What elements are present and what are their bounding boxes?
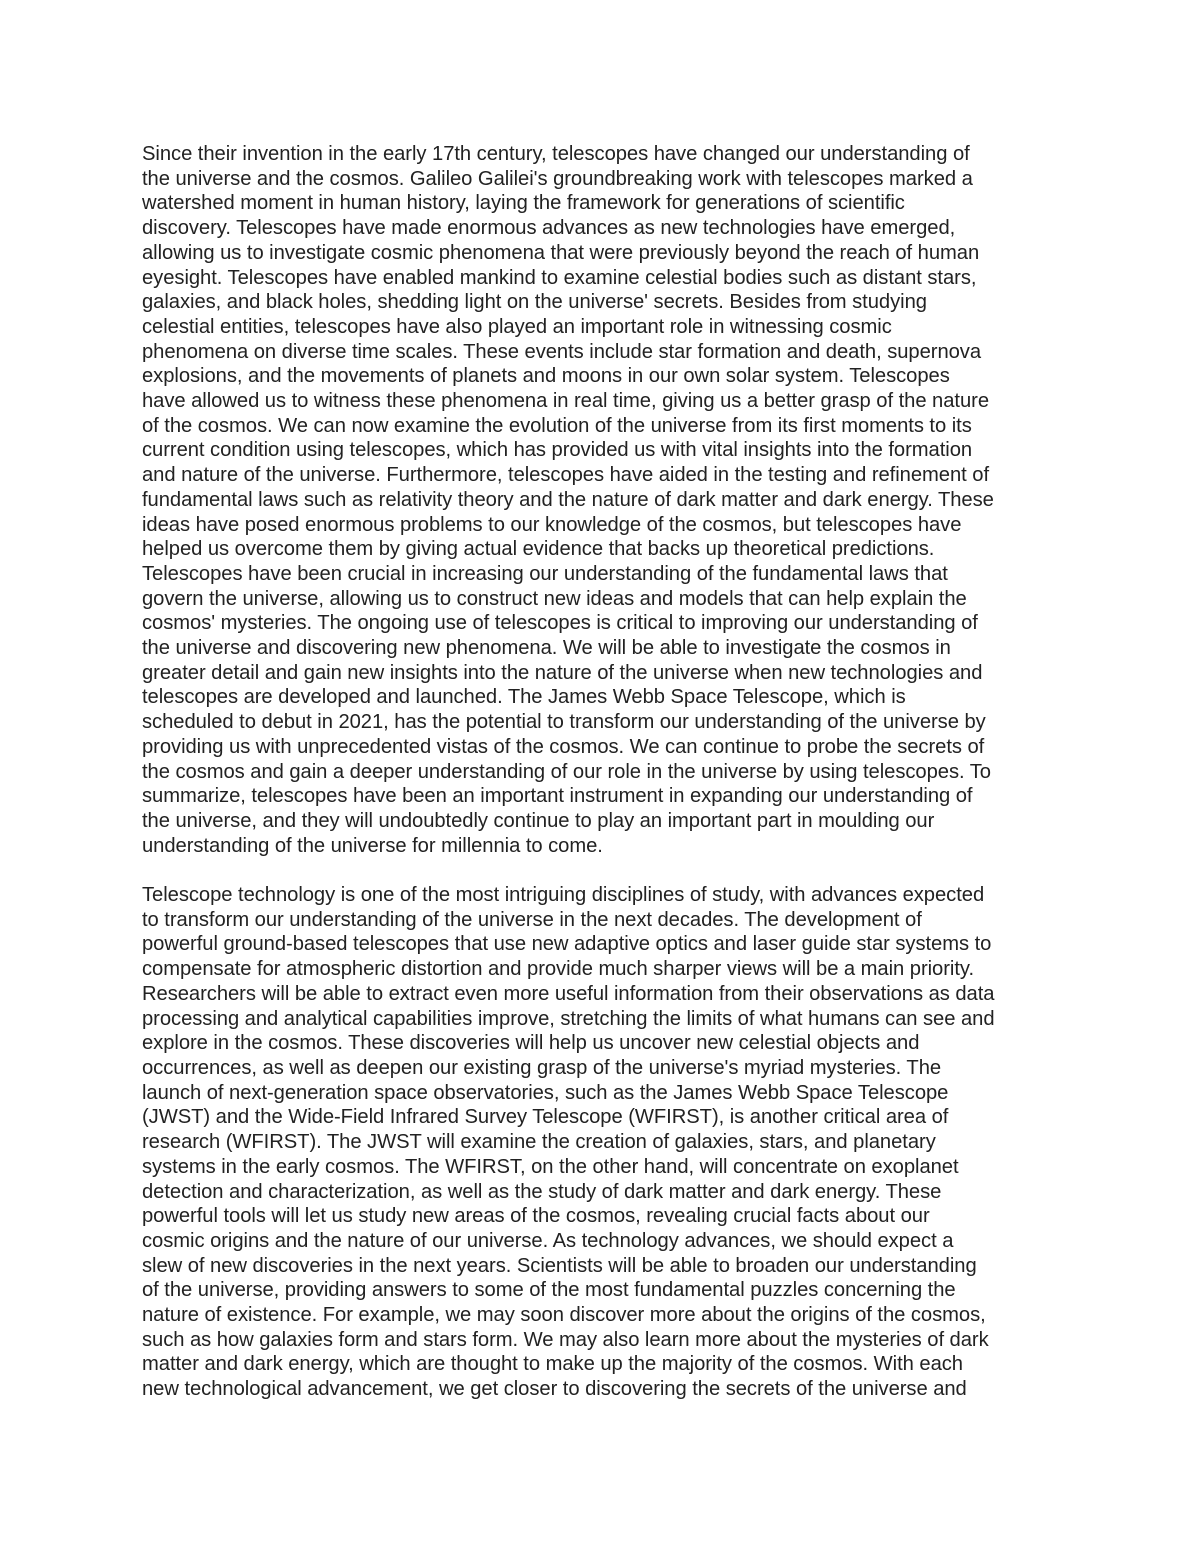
text-line: compensate for atmospheric distortion and provide much sharper views will be a main priority.: [142, 958, 975, 981]
text-line: and nature of the universe. Furthermore, telescopes have aided in the testing and refinement of: [142, 464, 990, 487]
text-line: the universe and discovering new phenomena. We will be able to investigate the cosmos in: [142, 637, 951, 660]
text-line: nature of existence. For example, we may soon discover more about the origins of the cosmos,: [142, 1304, 986, 1327]
text-line: launch of next-generation space observatories, such as the James Webb Space Telescope: [142, 1081, 949, 1104]
document-body: [142, 142, 1064, 1402]
text-line: govern the universe, allowing us to construct new ideas and models that can help explain the: [142, 587, 967, 610]
text-line: discovery. Telescopes have made enormous advances as new technologies have emerged,: [142, 217, 956, 240]
text-line: summarize, telescopes have been an important instrument in expanding our understanding of: [142, 785, 973, 808]
text-line: current condition using telescopes, which has provided us with vital insights into the formation: [142, 439, 973, 462]
text-line: eyesight. Telescopes have enabled mankind to examine celestial bodies such as distant stars,: [142, 266, 977, 289]
paragraph-spacer: [142, 858, 1064, 883]
text-line: the universe and the cosmos. Galileo Galilei's groundbreaking work with telescopes marked a: [142, 167, 973, 190]
text-line: understanding of the universe for millennia to come.: [142, 834, 603, 857]
text-line: celestial entities, telescopes have also played an important role in witnessing cosmic: [142, 315, 892, 338]
text-line: to transform our understanding of the universe in the next decades. The development of: [142, 908, 922, 931]
text-line: galaxies, and black holes, shedding light on the universe' secrets. Besides from studying: [142, 291, 927, 314]
paragraph-1: [142, 142, 1064, 858]
text-line: scheduled to debut in 2021, has the potential to transform our understanding of the universe by: [142, 711, 986, 734]
text-line: ideas have posed enormous problems to our knowledge of the cosmos, but telescopes have: [142, 513, 962, 536]
text-line: such as how galaxies form and stars form. We may also learn more about the mysteries of dark: [142, 1328, 989, 1351]
text-line: greater detail and gain new insights into the nature of the universe when new technologies and: [142, 661, 983, 684]
text-line: cosmos' mysteries. The ongoing use of telescopes is critical to improving our understanding of: [142, 612, 978, 635]
text-line: occurrences, as well as deepen our existing grasp of the universe's myriad mysteries. The: [142, 1057, 942, 1079]
text-line: of the universe, providing answers to some of the most fundamental puzzles concerning the: [142, 1279, 956, 1302]
text-line: Since their invention in the early 17th century, telescopes have changed our understanding of: [142, 143, 970, 165]
text-line: helped us overcome them by giving actual evidence that backs up theoretical predictions.: [142, 538, 935, 561]
text-line: matter and dark energy, which are thought to make up the majority of the cosmos. With each: [142, 1353, 963, 1376]
text-line: cosmic origins and the nature of our universe. As technology advances, we should expect a: [142, 1229, 954, 1252]
text-line: phenomena on diverse time scales. These events include star formation and death, supernova: [142, 340, 982, 363]
text-line: explosions, and the movements of planets and moons in our own solar system. Telescopes: [142, 365, 950, 388]
text-line: providing us with unprecedented vistas of the cosmos. We can continue to probe the secrets of: [142, 735, 985, 758]
text-line: have allowed us to witness these phenomena in real time, giving us a better grasp of the nature: [142, 390, 989, 413]
text-line: the universe, and they will undoubtedly continue to play an important part in moulding our: [142, 809, 935, 832]
paragraph-2: [142, 883, 1064, 1402]
text-line: of the cosmos. We can now examine the evolution of the universe from its first moments to its: [142, 414, 972, 437]
text-line: Researchers will be able to extract even more useful information from their observations as data: [142, 982, 995, 1005]
text-line: fundamental laws such as relativity theory and the nature of dark matter and dark energy. These: [142, 488, 994, 511]
text-line: powerful tools will let us study new areas of the cosmos, revealing crucial facts about our: [142, 1205, 930, 1228]
text-line: explore in the cosmos. These discoveries will help us uncover new celestial objects and: [142, 1032, 920, 1055]
text-line: the cosmos and gain a deeper understanding of our role in the universe by using telescopes. To: [142, 760, 991, 783]
text-line: (JWST) and the Wide-Field Infrared Survey Telescope (WFIRST), is another critical area of: [142, 1106, 949, 1129]
text-line: watershed moment in human history, laying the framework for generations of scientific: [142, 192, 905, 215]
text-line: allowing us to investigate cosmic phenomena that were previously beyond the reach of human: [142, 241, 980, 264]
text-line: Telescope technology is one of the most intriguing disciplines of study, with advances expected: [142, 884, 985, 907]
text-line: telescopes are developed and launched. The James Webb Space Telescope, which is: [142, 686, 906, 709]
text-line: powerful ground-based telescopes that use new adaptive optics and laser guide star systems to: [142, 933, 992, 956]
text-line: new technological advancement, we get closer to discovering the secrets of the universe and: [142, 1378, 967, 1401]
text-line: slew of new discoveries in the next years. Scientists will be able to broaden our understanding: [142, 1254, 977, 1277]
text-line: research (WFIRST). The JWST will examine the creation of galaxies, stars, and planetary: [142, 1131, 936, 1154]
text-line: processing and analytical capabilities improve, stretching the limits of what humans can see and: [142, 1007, 995, 1030]
text-line: systems in the early cosmos. The WFIRST, on the other hand, will concentrate on exoplanet: [142, 1155, 959, 1178]
text-line: Telescopes have been crucial in increasing our understanding of the fundamental laws that: [142, 562, 948, 585]
text-line: detection and characterization, as well as the study of dark matter and dark energy. These: [142, 1180, 942, 1203]
